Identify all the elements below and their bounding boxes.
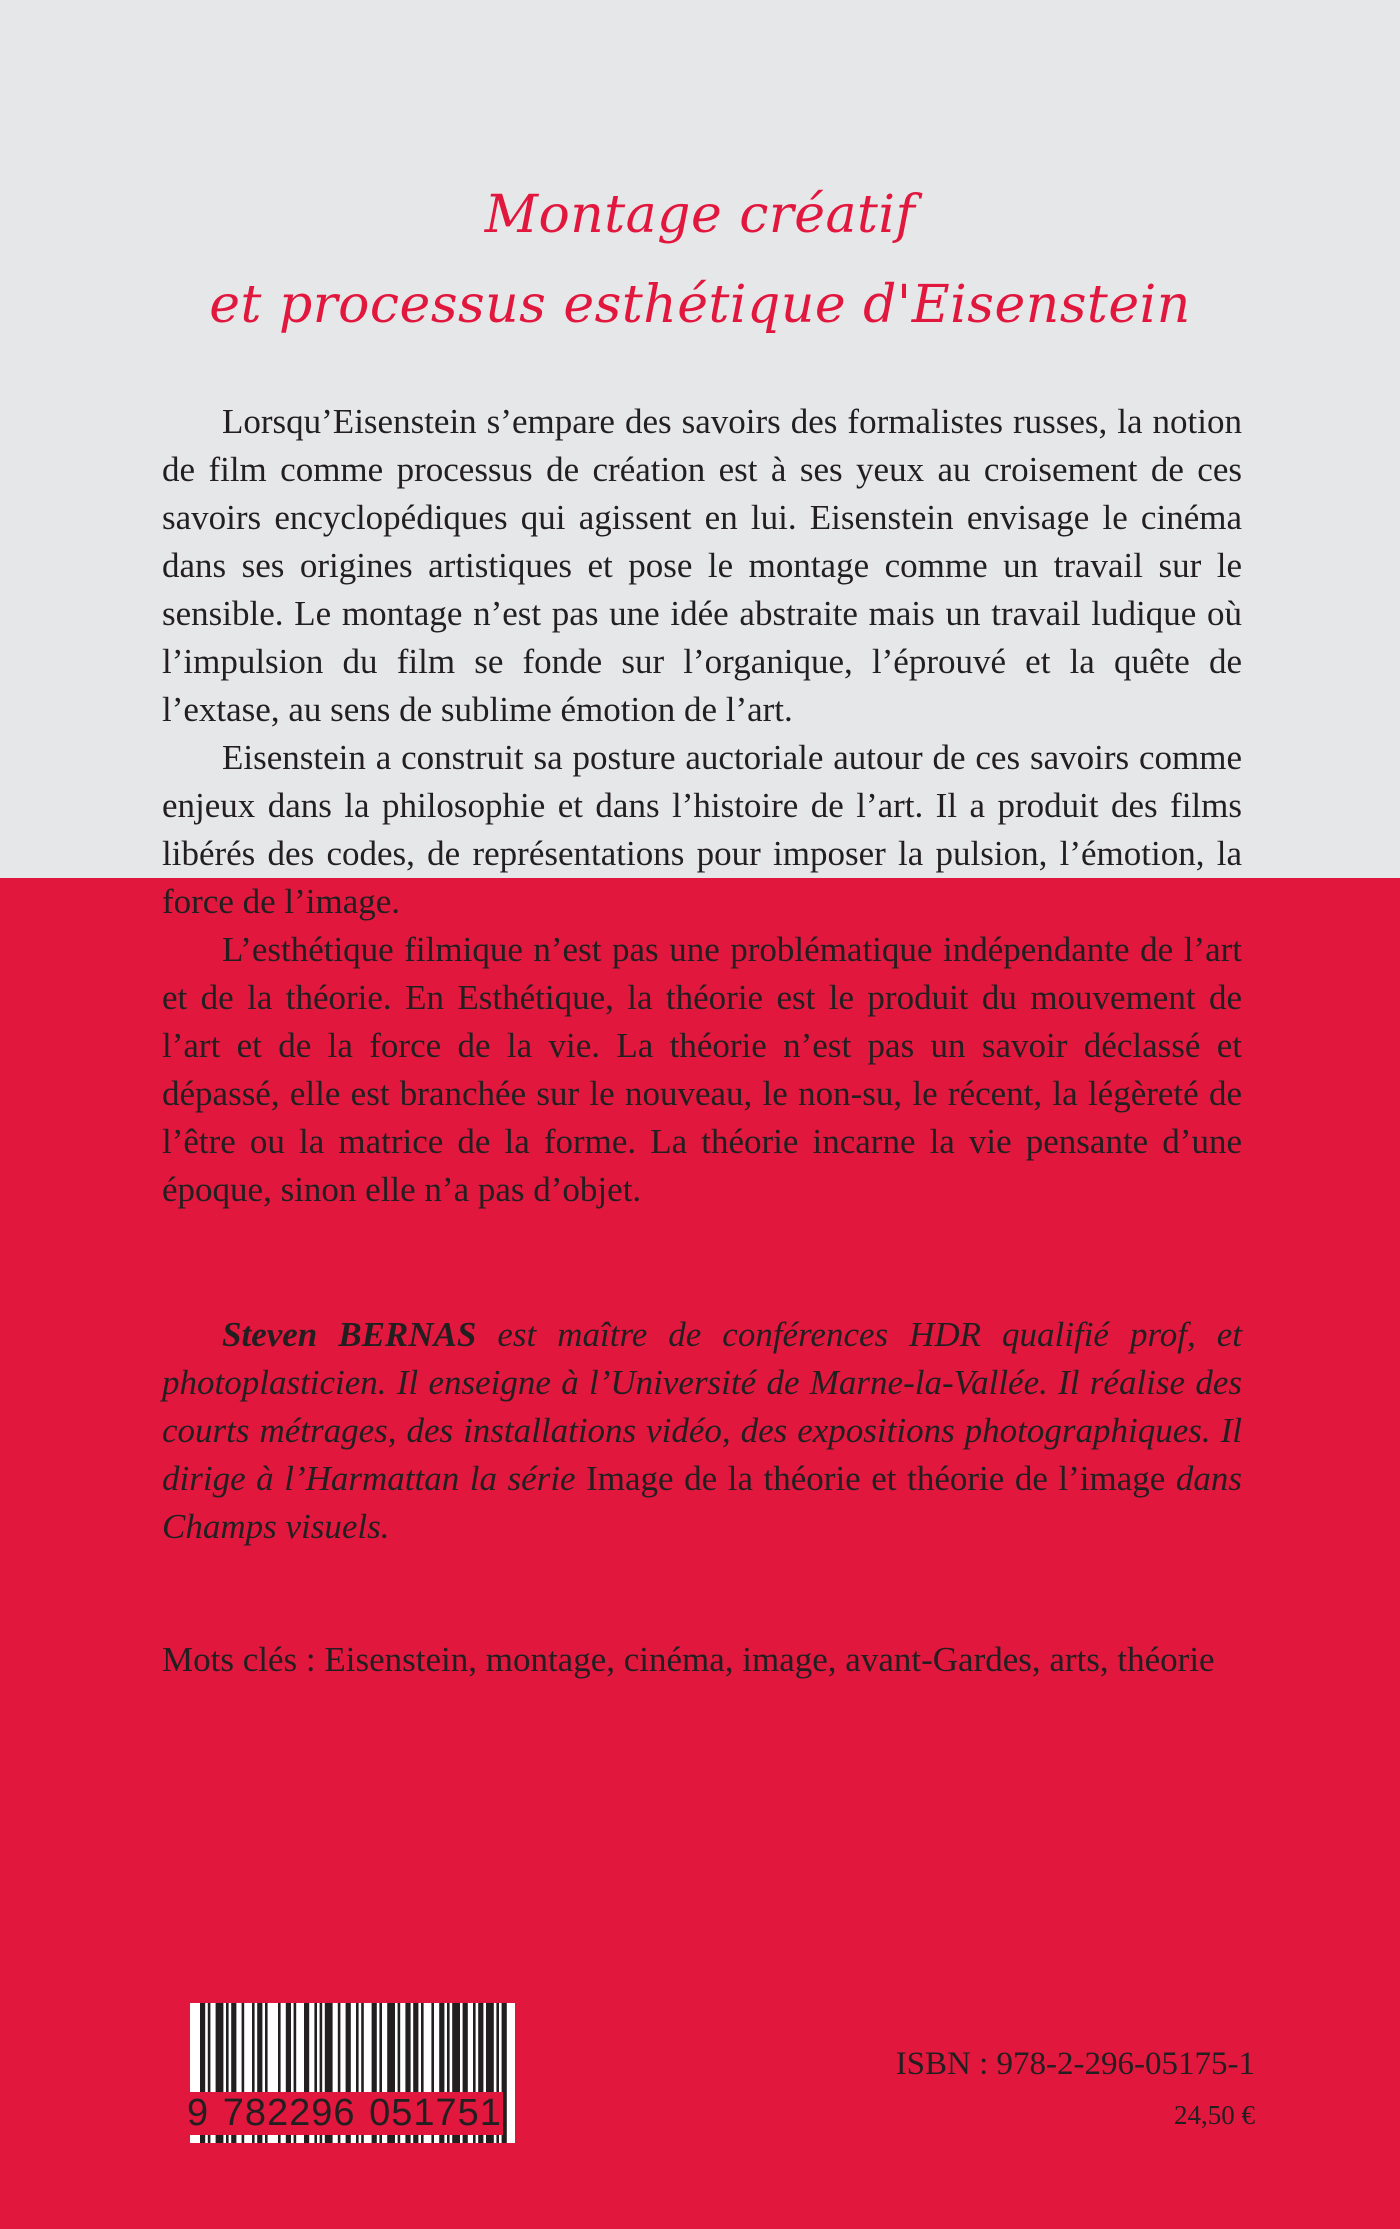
title-line-1: Montage créatif xyxy=(484,185,916,245)
title-line-2: et processus esthétique d'Eisenstein xyxy=(209,275,1191,335)
isbn: ISBN : 978-2-296-05175-1 xyxy=(895,2046,1255,2082)
author-name: Steven BERNAS xyxy=(222,1315,477,1354)
barcode-number xyxy=(186,2092,503,2135)
author-bio-paragraph xyxy=(162,1311,1242,1551)
author-bio xyxy=(162,1311,1242,1551)
blurb-paragraph-1: Lorsqu’Eisenstein s’empare des savoirs des formalistes russes, la notion de film comme processus de création est à ses yeux au croisement de ces savoirs encyclopédiques qui agissent en lui. Eisenstein envisage le cinéma dans ses origines artistiques et pose le montage comme un travail sur le sensible. Le montage n’est pas une idée abstraite mais un travail ludique où l’impulsion du film se fonde sur l’organique, l’éprouvé et la quête de l’extase, au sens de sublime émotion de l’art. xyxy=(162,402,1242,729)
barcode-digit-group-3: 051751 xyxy=(369,2092,502,2134)
blurb-paragraph-3: L’esthétique filmique n’est pas une problématique indépendante de l’art et de la théorie. En Esthétique, la théorie est le produit du mouvement de l’art et de la force de la vie. La théorie n’est pas un savoir déclassé et dépassé, elle est branchée sur le nouveau, le non-su, le récent, la légèreté de l’être ou la matrice de la forme. La théorie incarne la vie pensante d’une époque, sinon elle n’a pas d’objet. xyxy=(162,930,1242,1209)
barcode-digit-group-2: 782296 xyxy=(222,2092,356,2134)
blurb-paragraph-2: Eisenstein a construit sa posture auctoriale autour de ces savoirs comme enjeux dans la philosophie et dans l’histoire de l’art. Il a produit des films libérés des codes, de représentations pour imposer la pulsion, l’émotion, la force de l’image. xyxy=(162,738,1242,921)
bio-text-2: dans Champs visuels. xyxy=(162,1459,1242,1546)
blurb xyxy=(162,398,1242,1214)
barcode-digit-group-1: 9 xyxy=(187,2092,210,2134)
book-title xyxy=(0,170,1400,350)
series-title: Image de la théorie et théorie de l’image xyxy=(586,1459,1166,1498)
bio-text-1: est maître de conférences HDR qualifié prof, et photoplasticien. Il enseigne à l’Université de Marne-la-Vallée. Il réalise des courts métrages, des installations vidéo, des expositions photographiques. Il dirige à l’Harmattan la série xyxy=(162,1315,1242,1498)
price: 24,50 € xyxy=(1174,2100,1255,2130)
keywords: Mots clés : Eisenstein, montage, cinéma, image, avant-Gardes, arts, théorie xyxy=(162,1640,1215,1679)
